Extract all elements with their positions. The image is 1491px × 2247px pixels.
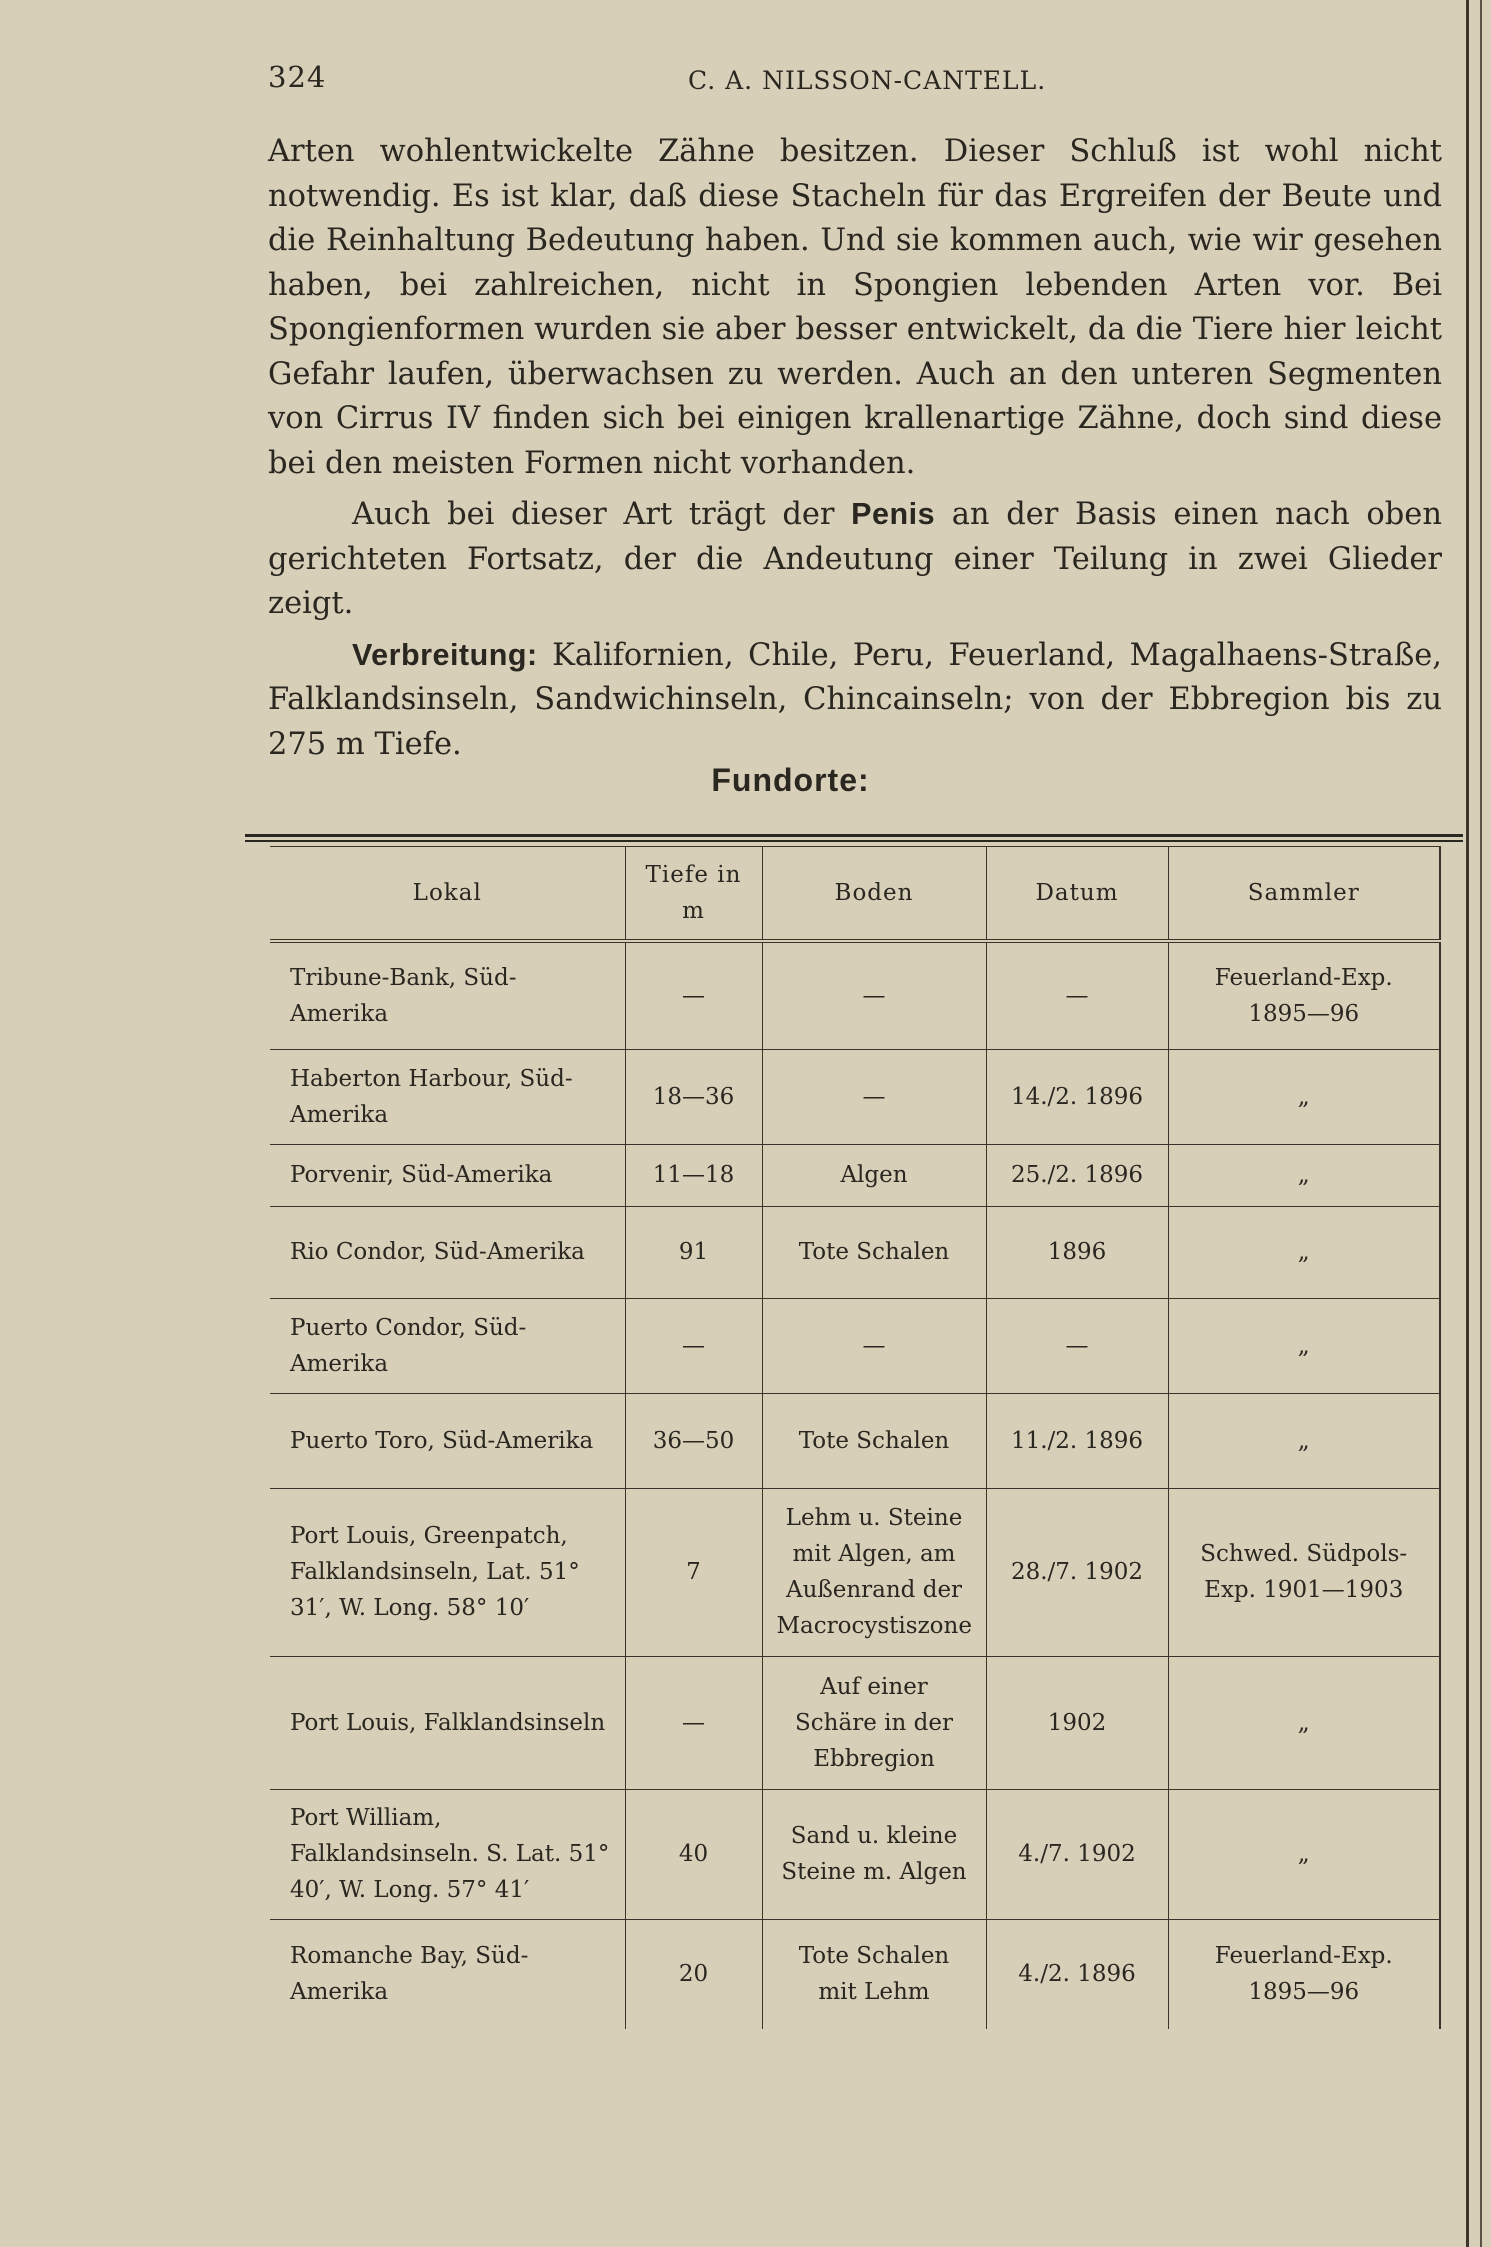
cell-sammler: „ [1168,1049,1440,1144]
paragraph: Arten wohlentwickelte Zähne besitzen. Dieser Schluß ist wohl nicht notwendig. Es ist klar, daß diese Stacheln für das Ergreifen der Beute und die Reinhaltung Bedeutung haben. Und sie kommen auch, wie wir gesehen haben, bei zahlreichen, nicht in Spongien lebenden Arten vor. Bei Spongienformen wurden sie aber besser entwickelt, da die Tiere hier leicht Gefahr laufen, überwachsen zu werden. Auch an den unteren Segmenten von Cirrus IV finden sich bei einigen krallenartige Zähne, doch sind diese bei den meisten Formen nicht vorhanden. [268,134,1442,481]
cell-datum: — [986,941,1168,1049]
cell-datum: — [986,1298,1168,1393]
cell-datum: 25./2. 1896 [986,1144,1168,1206]
cell-tiefe: — [625,1298,762,1393]
locations-table [270,846,1441,2029]
cell-datum: 11./2. 1896 [986,1393,1168,1488]
cell-tiefe: 7 [625,1488,762,1656]
cell-boden: — [762,941,986,1049]
table-row [270,1656,1440,1789]
cell-tiefe: — [625,1656,762,1789]
cell-tiefe: 11—18 [625,1144,762,1206]
cell-sammler: Feuerland-Exp. 1895—96 [1168,941,1440,1049]
table-row [270,1144,1440,1206]
header-cell: Boden [762,847,986,942]
table-row [270,1919,1440,2029]
table-row [270,1789,1440,1919]
page-edge-line [1480,0,1482,2247]
cell-lokal: Port Louis, Greenpatch, Falklandsinseln, Lat. 51° 31′, W. Long. 58° 10′ [270,1488,625,1656]
cell-boden: Sand u. kleine Steine m. Algen [762,1789,986,1919]
table-row [270,1206,1440,1298]
table-row [270,1049,1440,1144]
header-cell: Sammler [1168,847,1440,942]
table-row [270,1488,1440,1656]
cell-boden: Auf einer Schäre in der Ebbregion [762,1656,986,1789]
paragraph [268,492,1442,627]
cell-datum: 4./2. 1896 [986,1919,1168,2029]
cell-boden: — [762,1049,986,1144]
cell-sammler: Schwed. Südpols-Exp. 1901—1903 [1168,1488,1440,1656]
header-cell: Tiefe in m [625,847,762,942]
cell-lokal: Romanche Bay, Süd-Amerika [270,1919,625,2029]
cell-datum: 28./7. 1902 [986,1488,1168,1656]
cell-boden: Tote Schalen [762,1206,986,1298]
bold-term: Penis [851,497,936,531]
body-text [268,130,1442,767]
header-cell: Lokal [270,847,625,942]
cell-lokal: Haberton Harbour, Süd-Amerika [270,1049,625,1144]
text-run: an der Basis einen nach oben gerichteten Fortsatz, der die Andeutung einer Teilung in zwei Glieder zeigt. [268,497,1442,621]
page-number: 324 [268,60,327,94]
table-top-rule [245,840,1463,842]
cell-lokal: Port William, Falklandsinseln. S. Lat. 51° 40′, W. Long. 57° 41′ [270,1789,625,1919]
cell-tiefe: 20 [625,1919,762,2029]
text-run: Auch bei dieser Art trägt der [352,497,835,532]
page-header [268,60,1443,100]
header-cell: Datum [986,847,1168,942]
table-top-rule [245,834,1463,837]
cell-tiefe: 91 [625,1206,762,1298]
cell-lokal: Porvenir, Süd-Amerika [270,1144,625,1206]
text-run: Kalifornien, Chile, Peru, Feuerland, Magalhaens-Straße, Falklandsinseln, Sandwichinseln, Chincainseln; von der Ebbregion bis zu 275 m Tiefe. [268,637,1442,762]
table-row [270,941,1440,1049]
table-row [270,1393,1440,1488]
cell-sammler: „ [1168,1206,1440,1298]
cell-sammler: „ [1168,1144,1440,1206]
table-row [270,1298,1440,1393]
cell-tiefe: 18—36 [625,1049,762,1144]
running-title: C. A. NILSSON-CANTELL. [688,66,1047,95]
cell-tiefe: 40 [625,1789,762,1919]
cell-boden: Tote Schalen mit Lehm [762,1919,986,2029]
cell-boden: — [762,1298,986,1393]
cell-lokal: Puerto Toro, Süd-Amerika [270,1393,625,1488]
cell-sammler: „ [1168,1789,1440,1919]
cell-datum: 14./2. 1896 [986,1049,1168,1144]
cell-tiefe: — [625,941,762,1049]
cell-datum: 4./7. 1902 [986,1789,1168,1919]
cell-lokal: Port Louis, Falklandsinseln [270,1656,625,1789]
paragraph [268,633,1442,768]
cell-boden: Tote Schalen [762,1393,986,1488]
table-header-row [270,847,1440,942]
cell-sammler: „ [1168,1656,1440,1789]
cell-tiefe: 36—50 [625,1393,762,1488]
section-title: Fundorte: [711,762,870,798]
cell-datum: 1902 [986,1656,1168,1789]
cell-sammler: „ [1168,1393,1440,1488]
cell-sammler: Feuerland-Exp. 1895—96 [1168,1919,1440,2029]
cell-sammler: „ [1168,1298,1440,1393]
cell-lokal: Puerto Condor, Süd-Amerika [270,1298,625,1393]
cell-lokal: Rio Condor, Süd-Amerika [270,1206,625,1298]
cell-datum: 1896 [986,1206,1168,1298]
cell-boden: Lehm u. Steine mit Algen, am Außenrand der Macrocystiszone [762,1488,986,1656]
bold-term: Verbreitung: [352,637,538,672]
section-title-container [0,762,1491,799]
cell-lokal: Tribune-Bank, Süd-Amerika [270,941,625,1049]
page-edge-line [1466,0,1469,2247]
cell-boden: Algen [762,1144,986,1206]
